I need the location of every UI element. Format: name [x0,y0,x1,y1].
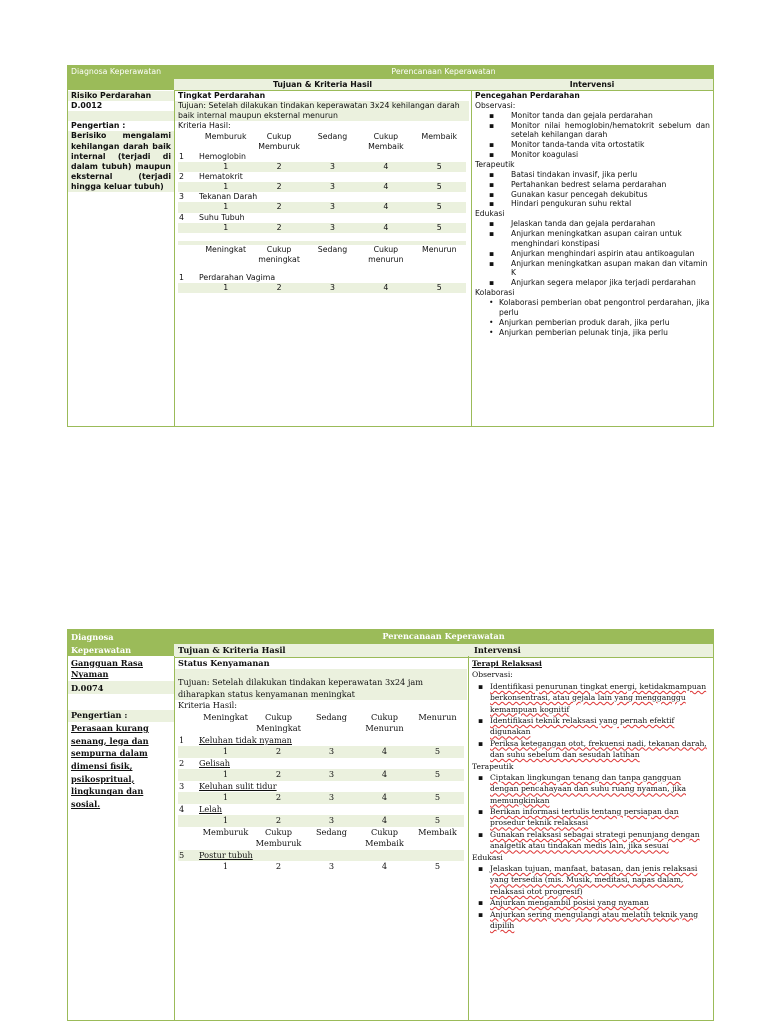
criterion-label: Lelah [199,803,223,814]
table-subheader [174,643,713,658]
list-item: ▪ Identifikasi penurunan tingkat energi, ketidakmampuan berkonsentrasi, atau gejala lain yang mengganggu kemampuan kognitif [478,681,710,715]
scale-value: 5 [411,792,464,803]
edukasi-label: Edukasi [475,209,505,219]
scale-value: 1 [199,283,252,293]
scale-value: 1 [199,162,252,172]
scale-value: 5 [413,162,466,172]
scale-value: 4 [359,223,412,233]
criterion-number: 2 [179,757,185,768]
observasi-list [472,681,710,761]
list-item: ▪ Anjurkan meningkatkan asupan cairan untuk menghindari konstipasi [489,229,710,249]
list-item: ▪ Monitor tanda-tanda vita ortostatik [489,140,710,150]
scale-header: Cukup Meningkat [256,711,301,734]
scale-value: 4 [359,202,412,212]
scale-header: Sedang [317,131,348,141]
scale-value: 5 [413,223,466,233]
scale-value: 1 [199,769,252,780]
edukasi-list [475,219,710,288]
list-item: ▪ Jelaskan tujuan, manfaat, batasan, dan jenis relaksasi yang tersedia (mis. Musik, meditasi, napas dalam, relaksasi otot progresif) [478,863,710,897]
scale-value: 5 [413,283,466,293]
terapeutik-label: Terapeutik [472,761,514,771]
criterion-number: 1 [179,734,185,745]
criterion-number: 3 [179,780,185,791]
scale-value: 4 [359,283,412,293]
criterion-label: Hematokrit [199,172,243,181]
scale-header: Menurun [422,244,457,254]
criterion-label: Hemoglobin [199,151,246,161]
table-subheader [174,78,713,91]
scale-value: 3 [328,861,335,872]
scale-value: 3 [306,283,359,293]
criterion-number: 1 [179,151,184,161]
scale-header: Membaik [418,826,457,837]
observasi-label: Observasi: [475,100,516,110]
list-item: ▪ Anjurkan sering mengulangi atau melatih teknik yang dipilih [478,909,710,932]
definition-label: Pengertian : [68,710,174,721]
scale-header: Sedang [317,244,348,254]
care-plan-table-bleeding-risk [67,65,714,427]
list-item: ▪ Batasi tindakan invasif, jika perlu [489,170,710,180]
scale-header-row [178,132,466,152]
scale-value: 1 [199,792,252,803]
definition-label: Pengertian : [71,121,126,131]
criterion-number: 4 [179,803,185,814]
scale-value: 2 [252,162,305,172]
scale-header: Menurun [418,711,457,722]
criterion-number: 4 [179,212,184,222]
diagnosis-column [68,91,174,426]
scale-value: 3 [306,182,359,192]
observasi-label: Observasi: [472,670,513,680]
scale-header-row [178,827,464,850]
scale-header: Cukup Menurun [365,711,404,734]
scale-header: Cukup Membaik [365,826,404,849]
criteria-label: Kriteria Hasil: [178,121,231,131]
criterion-label: Suhu Tubuh [199,212,245,222]
scale-value: 1 [199,815,252,826]
criterion-label: Postur tubuh [199,850,464,861]
scale-value: 3 [305,815,358,826]
scale-value: 4 [359,182,412,192]
list-item: ▪ Hindari pengukuran suhu rektal [489,199,710,209]
list-item: ▪ Monitor nilai hemoglobin/hematokrit sebelum dan setelah kehilangan darah [489,121,710,141]
diagnosis-code: D.0074 [68,681,174,694]
scale-value: 3 [305,746,358,757]
diagnosis-code: D.0012 [71,101,103,111]
list-item: ▪ Anjurkan meningkatkan asupan makan dan vitamin K [489,259,710,279]
goal-text: Tujuan: Setelah dilakukan tindakan keperawatan 3x24 kehilangan darah baik internal maupun eksternal menurun [175,101,469,121]
terapeutik-label: Terapeutik [475,160,515,170]
criterion-label: Keluhan tidak nyaman [199,734,292,745]
criteria-table-1 [178,132,466,294]
scale-header: Meningkat [205,244,247,254]
scale-header: Sedang [315,711,348,722]
goal-title: Tingkat Perdarahan [178,91,266,100]
criterion-number: 1 [179,273,184,282]
scale-value: 2 [252,792,305,803]
scale-value: 4 [358,792,411,803]
scale-value: 1 [199,746,252,757]
scale-value: 4 [358,746,411,757]
subheader-goals: Tujuan & Kriteria Hasil [178,645,286,655]
scale-value: 2 [252,182,305,192]
list-item: ▪ Identifikasi teknik relaksasi yang pernah efektif digunakan [478,715,710,738]
criteria-table-2 [178,712,464,873]
observasi-list [475,111,710,160]
scale-value: 4 [358,769,411,780]
scale-value: 5 [413,202,466,212]
list-item: • Anjurkan pemberian produk darah, jika perlu [489,318,710,328]
intervention-title: Pencegahan Perdarahan [475,91,580,100]
scale-value: 3 [305,769,358,780]
criterion-number: 5 [178,850,199,861]
criterion-number: 3 [179,192,184,202]
diagnosis-title: Gangguan Rasa Nyaman [71,658,143,680]
list-item: ▪ Gunakan kasur pencegah dekubitus [489,190,710,200]
scale-value: 4 [359,162,412,172]
scale-value: 3 [306,202,359,212]
scale-value: 2 [252,283,305,293]
scale-header: Memburuk [204,131,247,141]
scale-value: 5 [434,861,441,872]
list-item: ▪ Periksa ketegangan otot, frekuensi nadi, tekanan darah, dan suhu sebelum dan sesudah latihan [478,738,710,761]
intervention-title: Terapi Relaksasi [472,659,542,668]
scale-value: 3 [306,162,359,172]
criterion-label: Keluhan sulit tidur [199,780,277,791]
scale-value: 2 [252,202,305,212]
scale-value: 1 [199,182,252,192]
definition-text: Perasaan kurang senang, lega dan sempurna dalam dimensi fisik, psikospritual, lingkungan dan sosial. [71,722,149,810]
scale-value: 5 [411,815,464,826]
header-planning: Perencanaan Keperawatan [382,631,505,641]
scale-header-row [178,245,466,265]
interventions-column [469,658,713,1020]
goals-column [175,91,469,426]
care-plan-table-discomfort [67,629,714,1021]
scale-header: Cukup Memburuk [258,131,300,151]
kolaborasi-list [475,298,710,337]
scale-header: Cukup menurun [368,244,404,264]
scale-value: 5 [411,746,464,757]
scale-value: 2 [252,769,305,780]
diagnosis-title: Risiko Perdarahan [68,91,174,101]
definition-text: Berisiko mengalami kehilangan darah baik internal (terjadi di dalam tubuh) maupun eksternal (terjadi hingga keluar tubuh) [68,131,174,192]
header-planning: Perencanaan Keperawatan [391,67,496,76]
scale-header: Cukup Memburuk [255,826,302,849]
list-item: ▪ Jelaskan tanda dan gejala perdarahan [489,219,710,229]
scale-header-row [178,712,464,735]
goals-column [175,658,467,1020]
header-diagnosis: Diagnosa Keperawatan [71,67,162,76]
criterion-number: 2 [179,172,184,181]
scale-value: 5 [411,769,464,780]
scale-header: Cukup meningkat [258,244,300,264]
kolaborasi-label: Kolaborasi [475,288,515,298]
subheader-interventions: Intervensi [569,80,615,89]
scale-header: Meningkat [203,711,248,722]
scale-header: Membaik [421,131,458,141]
scale-value: 2 [252,815,305,826]
list-item: ▪ Anjurkan segera melapor jika terjadi perdarahan [489,278,710,288]
criterion-label: Tekanan Darah [199,192,258,202]
scale-value: 2 [252,746,305,757]
list-item: ▪ Ciptakan lingkungan tenang dan tanpa gangguan dengan pencahayaan dan suhu ruang nyaman, jika memungkinkan [478,772,710,806]
scale-value: 4 [358,815,411,826]
scale-value: 2 [252,223,305,233]
scale-value: 1 [222,861,229,872]
list-item: • Kolaborasi pemberian obat pengontrol perdarahan, jika perlu [489,298,710,318]
goal-text: Tujuan: Setelah dilakukan tindakan keperawatan 3x24 jam diharapkan status kenyamanan meningkat [175,677,467,700]
scale-value: 1 [199,202,252,212]
scale-value: 1 [199,223,252,233]
criterion-label: Gelisah [199,757,230,768]
list-item: ▪ Pertahankan bedrest selama perdarahan [489,180,710,190]
list-item: • Anjurkan pemberian pelunak tinja, jika perlu [489,328,710,338]
scale-header: Cukup Membaik [368,131,404,151]
criterion-label: Perdarahan Vagima [199,273,276,282]
scale-value: 3 [306,223,359,233]
diagnosis-column [68,658,174,1020]
list-item: ▪ Anjurkan menghindari aspirin atau antikoagulan [489,249,710,259]
list-item: ▪ Monitor tanda dan gejala perdarahan [489,111,710,121]
goal-title: Status Kenyamanan [178,658,270,668]
edukasi-label: Edukasi [472,852,503,862]
terapeutik-list [472,772,710,852]
list-item: ▪ Gunakan relaksasi sebagai strategi penunjang dengan analgetik atau tindakan medis lain, jika sesuai [478,829,710,852]
scale-value: 3 [305,792,358,803]
criteria-label: Kriteria Hasil: [178,700,238,711]
scale-header: Sedang [315,826,348,837]
scale-value: 2 [275,861,282,872]
interventions-column [472,91,713,426]
list-item: ▪ Berikan informasi tertulis tentang persiapan dan prosedur teknik relaksasi [478,806,710,829]
subheader-goals: Tujuan & Kriteria Hasil [272,80,373,89]
list-item: ▪ Monitor koagulasi [489,150,710,160]
scale-value: 4 [381,861,388,872]
header-diagnosis: Diagnosa Keperawatan [71,632,132,655]
terapeutik-list [475,170,710,209]
scale-value: 5 [413,182,466,192]
scale-header: Memburuk [202,826,249,837]
list-item: ▪ Anjurkan mengambil posisi yang nyaman [478,897,710,908]
edukasi-list [472,863,710,931]
subheader-interventions: Intervensi [474,645,521,655]
